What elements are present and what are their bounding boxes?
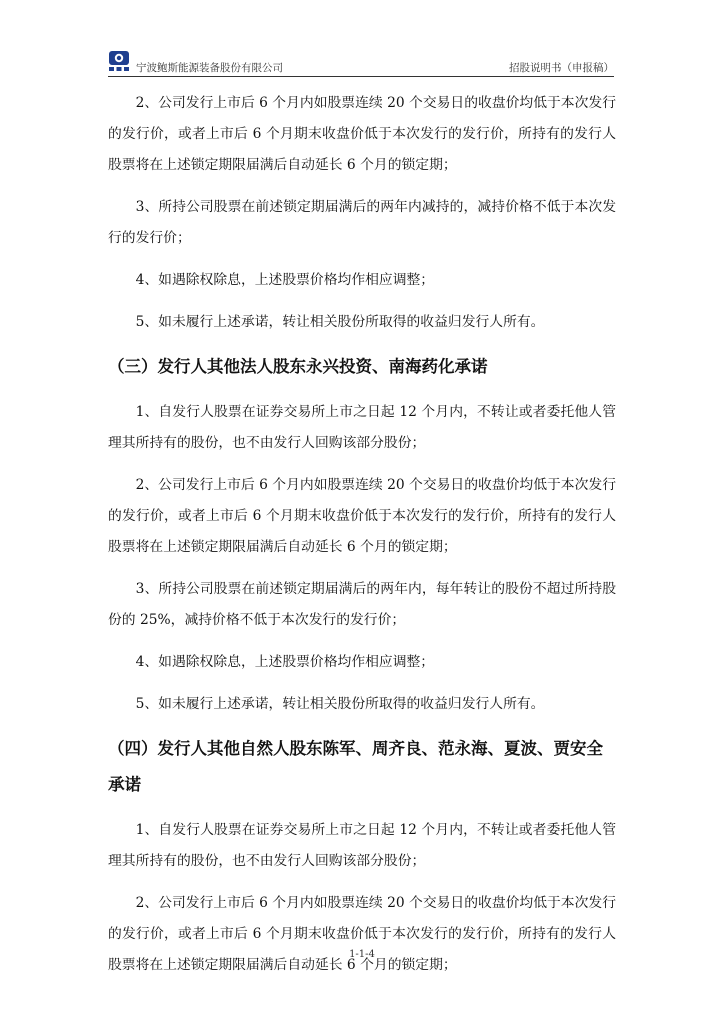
section-heading-4: （四）发行人其他自然人股东陈军、周齐良、范永海、夏波、贾安全承诺 [108,739,603,794]
document-body [108,88,616,992]
paragraph: 4、如遇除权除息，上述股票价格均作相应调整； [135,272,435,288]
section-heading-3: （三）发行人其他法人股东永兴投资、南海药化承诺 [108,357,488,376]
page-header [108,50,614,77]
company-name: 宁波鲍斯能源装备股份有限公司 [136,62,283,74]
document-title: 招股说明书（申报稿） [509,62,614,74]
page-number: 1-1-4 [349,949,375,960]
paragraph: 1、自发行人股票在证券交易所上市之日起 12 个月内，不转让或者委托他人管理其所持有的股份，也不由发行人回购该部分股份； [108,404,616,451]
company-logo-icon [108,50,130,72]
paragraph: 3、所持公司股票在前述锁定期届满后的两年内，每年转让的股份不超过所持股份的 25%，减持价格不低于本次发行的发行价； [108,581,616,628]
paragraph: 2、公司发行上市后 6 个月内如股票连续 20 个交易日的收盘价均低于本次发行的发行价，或者上市后 6 个月期末收盘价低于本次发行的发行价，所持有的发行人股票将在上述锁定期限届满后自动延长 6 个月的锁定期； [108,477,616,555]
paragraph: 5、如未履行上述承诺，转让相关股份所取得的收益归发行人所有。 [135,314,545,330]
paragraph: 5、如未履行上述承诺，转让相关股份所取得的收益归发行人所有。 [135,696,545,712]
paragraph: 1、自发行人股票在证券交易所上市之日起 12 个月内，不转让或者委托他人管理其所持有的股份，也不由发行人回购该部分股份； [108,822,616,869]
paragraph: 2、公司发行上市后 6 个月内如股票连续 20 个交易日的收盘价均低于本次发行的发行价，或者上市后 6 个月期末收盘价低于本次发行的发行价，所持有的发行人股票将在上述锁定期限届满后自动延长 6 个月的锁定期； [108,895,616,973]
paragraph: 4、如遇除权除息，上述股票价格均作相应调整； [135,654,435,670]
paragraph: 3、所持公司股票在前述锁定期届满后的两年内减持的，减持价格不低于本次发行的发行价； [108,199,616,246]
paragraph: 2、公司发行上市后 6 个月内如股票连续 20 个交易日的收盘价均低于本次发行的发行价，或者上市后 6 个月期末收盘价低于本次发行的发行价，所持有的发行人股票将在上述锁定期限届满后自动延长 6 个月的锁定期； [108,95,616,173]
